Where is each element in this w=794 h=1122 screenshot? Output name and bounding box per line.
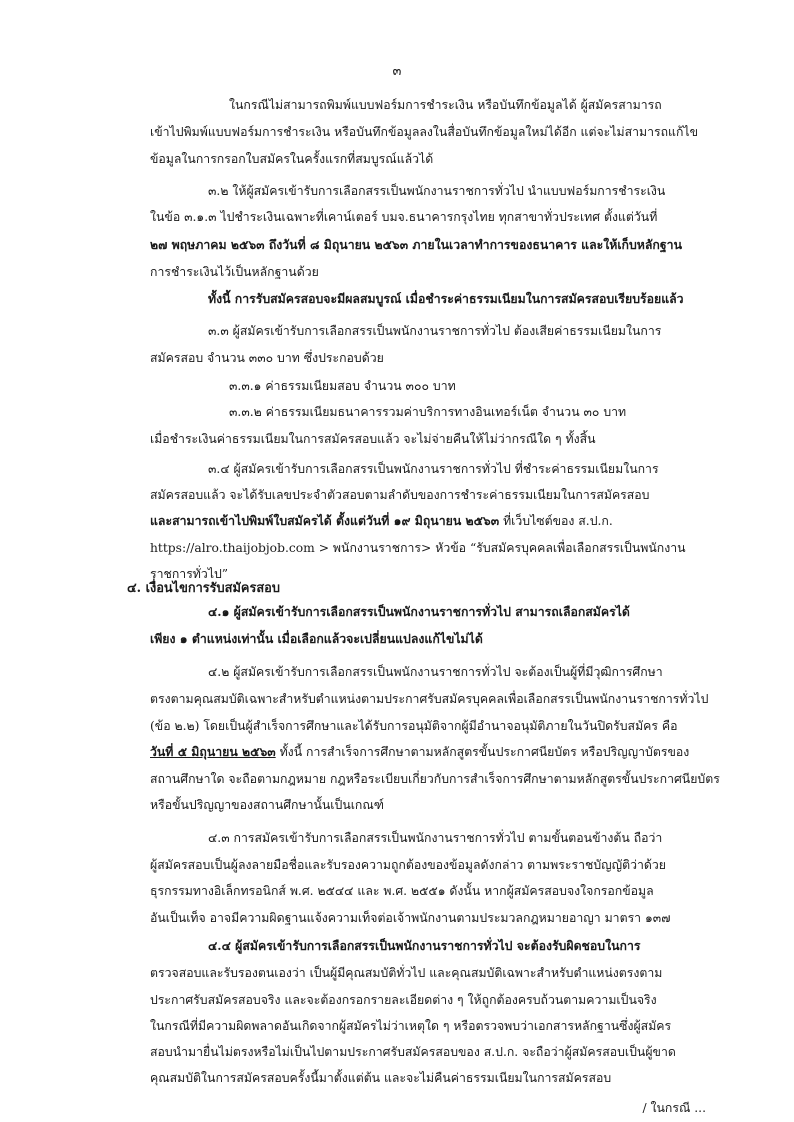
- clause-4-2-line: หรือขั้นปริญญาของสถานศึกษานั้นเป็นเกณฑ์: [150, 798, 384, 812]
- clause-4-4-line: ๔.๔ ผู้สมัครเข้ารับการเลือกสรรเป็นพนักงานราชการทั่วไป จะต้องรับผิดชอบในการ: [208, 938, 641, 953]
- clause-3-2-line: ในข้อ ๓.๑.๓ ไปชำระเงินเฉพาะที่เคาน์เตอร์ บมจ.ธนาคารกรุงไทย ทุกสาขาทั่วประเทศ ตั้งแต่วันที่: [150, 210, 658, 224]
- clause-3-3-line: เมื่อชำระเงินค่าธรรมเนียมในการสมัครสอบแล้ว จะไม่จ่ายคืนให้ไม่ว่ากรณีใด ๆ ทั้งสิ้น: [150, 432, 596, 446]
- clause-3-3-1: ๓.๓.๑ ค่าธรรมเนียมสอบ จำนวน ๓๐๐ บาท: [229, 379, 456, 393]
- paragraph-line: ในกรณีไม่สามารถพิมพ์แบบฟอร์มการชำระเงิน หรือบันทึกข้อมูลได้ ผู้สมัครสามารถ: [229, 98, 662, 112]
- clause-3-2-line: ๒๗ พฤษภาคม ๒๕๖๓ ถึงวันที่ ๘ มิถุนายน ๒๕๖๓ ภายในเวลาทำการของธนาคาร และให้เก็บหลักฐาน: [150, 237, 682, 252]
- clause-3-3-line: ๓.๓ ผู้สมัครเข้ารับการเลือกสรรเป็นพนักงานราชการทั่วไป ต้องเสียค่าธรรมเนียมในการ: [208, 324, 662, 338]
- clause-3-4-line: ราชการทั่วไป”: [150, 567, 229, 581]
- clause-3-3-line: สมัครสอบ จำนวน ๓๓๐ บาท ซึ่งประกอบด้วย: [150, 351, 384, 365]
- section-4-heading: ๔. เงื่อนไขการรับสมัครสอบ: [127, 581, 280, 596]
- clause-3-4-line: สมัครสอบแล้ว จะได้รับเลขประจำตัวสอบตามลำดับของการชำระค่าธรรมเนียมในการสมัครสอบ: [150, 488, 650, 502]
- clause-4-3-line: ผู้สมัครสอบเป็นผู้ลงลายมือชื่อและรับรองความถูกต้องของข้อมูลดังกล่าว ตามพระราชบัญญัติว่าด้วย: [150, 858, 666, 872]
- paragraph-line: ข้อมูลในการกรอกใบสมัครในครั้งแรกที่สมบูรณ์แล้วได้: [150, 152, 434, 166]
- clause-3-4-bold-text: และสามารถเข้าไปพิมพ์ใบสมัครได้ ตั้งแต่วันที่ ๑๙ มิถุนายน ๒๕๖๓: [150, 513, 500, 528]
- closing-date: วันที่ ๕ มิถุนายน ๒๕๖๓: [150, 744, 276, 759]
- clause-4-2-line: ตรงตามคุณสมบัติเฉพาะสำหรับตำแหน่งตามประกาศรับสมัครบุคคลเพื่อเลือกสรรเป็นพนักงานราชการทั่วไป: [150, 692, 709, 706]
- clause-4-1-line: ๔.๑ ผู้สมัครเข้ารับการเลือกสรรเป็นพนักงานราชการทั่วไป สามารถเลือกสมัครได้: [208, 604, 630, 619]
- clause-4-2-line: ๔.๒ ผู้สมัครเข้ารับการเลือกสรรเป็นพนักงานราชการทั่วไป จะต้องเป็นผู้ที่มีวุฒิการศึกษา: [208, 665, 663, 679]
- clause-3-3-2: ๓.๓.๒ ค่าธรรมเนียมธนาคารรวมค่าบริการทางอินเทอร์เน็ต จำนวน ๓๐ บาท: [229, 405, 627, 419]
- clause-3-2-note: ทั้งนี้ การรับสมัครสอบจะมีผลสมบูรณ์ เมื่อชำระค่าธรรมเนียมในการสมัครสอบเรียบร้อยแล้ว: [208, 291, 684, 306]
- clause-3-2-line: การชำระเงินไว้เป็นหลักฐานด้วย: [150, 265, 319, 279]
- clause-3-4-text: ที่เว็บไซต์ของ ส.ป.ก.: [503, 514, 613, 528]
- clause-3-2-line: ๓.๒ ให้ผู้สมัครเข้ารับการเลือกสรรเป็นพนักงานราชการทั่วไป นำแบบฟอร์มการชำระเงิน: [208, 184, 666, 198]
- page-number: ๓: [392, 64, 402, 79]
- clause-3-4-line: [150, 512, 613, 531]
- clause-4-4-line: สอบนำมายื่นไม่ตรงหรือไม่เป็นไปตามประกาศรับสมัครสอบของ ส.ป.ก. จะถือว่าผู้สมัครสอบเป็นผู้ขาด: [150, 1045, 676, 1059]
- continuation-note: / ในกรณี ...: [642, 1101, 706, 1115]
- clause-4-4-line: ในกรณีที่มีความผิดพลาดอันเกิดจากผู้สมัครไม่ว่าเหตุใด ๆ หรือตรวจพบว่าเอกสารหลักฐานซึ่งผู้สมัคร: [150, 1019, 672, 1033]
- clause-4-4-line: ประกาศรับสมัครสอบจริง และจะต้องกรอกรายละเอียดต่าง ๆ ให้ถูกต้องครบถ้วนตามความเป็นจริง: [150, 993, 657, 1007]
- clause-4-1-line: เพียง ๑ ตำแหน่งเท่านั้น เมื่อเลือกแล้วจะเปลี่ยนแปลงแก้ไขไม่ได้: [150, 631, 483, 646]
- clause-4-4-line: คุณสมบัติในการสมัครสอบครั้งนี้มาตั้งแต่ต้น และจะไม่คืนค่าธรรมเนียมในการสมัครสอบ: [150, 1071, 612, 1085]
- clause-4-3-line: อันเป็นเท็จ อาจมีความผิดฐานแจ้งความเท็จต่อเจ้าพนักงานตามประมวลกฎหมายอาญา มาตรา ๑๓๗: [150, 911, 671, 925]
- paragraph-line: เข้าไปพิมพ์แบบฟอร์มการชำระเงิน หรือบันทึกข้อมูลลงในสื่อบันทึกข้อมูลใหม่ได้อีก แต่จะไม่สามารถแก้ไข: [150, 125, 698, 139]
- clause-3-4-line: https://alro.thaijobjob.com > พนักงานราชการ> หัวข้อ “รับสมัครบุคคลเพื่อเลือกสรรเป็นพนักงาน: [150, 541, 686, 555]
- clause-4-2-line: (ข้อ ๒.๒) โดยเป็นผู้สำเร็จการศึกษาและได้รับการอนุมัติจากผู้มีอำนาจอนุมัติภายในวันปิดรับสมัคร คือ: [150, 719, 678, 733]
- clause-4-2-text: ทั้งนี้ การสำเร็จการศึกษาตามหลักสูตรขั้นประกาศนียบัตร หรือปริญญาบัตรของ: [275, 745, 690, 759]
- clause-3-4-line: ๓.๔ ผู้สมัครเข้ารับการเลือกสรรเป็นพนักงานราชการทั่วไป ที่ชำระค่าธรรมเนียมในการ: [208, 462, 659, 476]
- clause-4-3-line: ๔.๓ การสมัครเข้ารับการเลือกสรรเป็นพนักงานราชการทั่วไป ตามขั้นตอนข้างต้น ถือว่า: [208, 831, 663, 845]
- clause-4-3-line: ธุรกรรมทางอิเล็กทรอนิกส์ พ.ศ. ๒๕๔๔ และ พ.ศ. ๒๕๕๑ ดังนั้น หากผู้สมัครสอบจงใจกรอกข้อมูล: [150, 884, 654, 898]
- clause-4-2-line: [150, 743, 689, 762]
- clause-4-2-line: สถานศึกษาใด จะถือตามกฎหมาย กฎหรือระเบียบเกี่ยวกับการสำเร็จการศึกษาตามหลักสูตรขั้นประกาศนียบัตร: [150, 772, 720, 786]
- clause-4-4-line: ตรวจสอบและรับรองตนเองว่า เป็นผู้มีคุณสมบัติทั่วไป และคุณสมบัติเฉพาะสำหรับตำแหน่งตรงตาม: [150, 966, 663, 980]
